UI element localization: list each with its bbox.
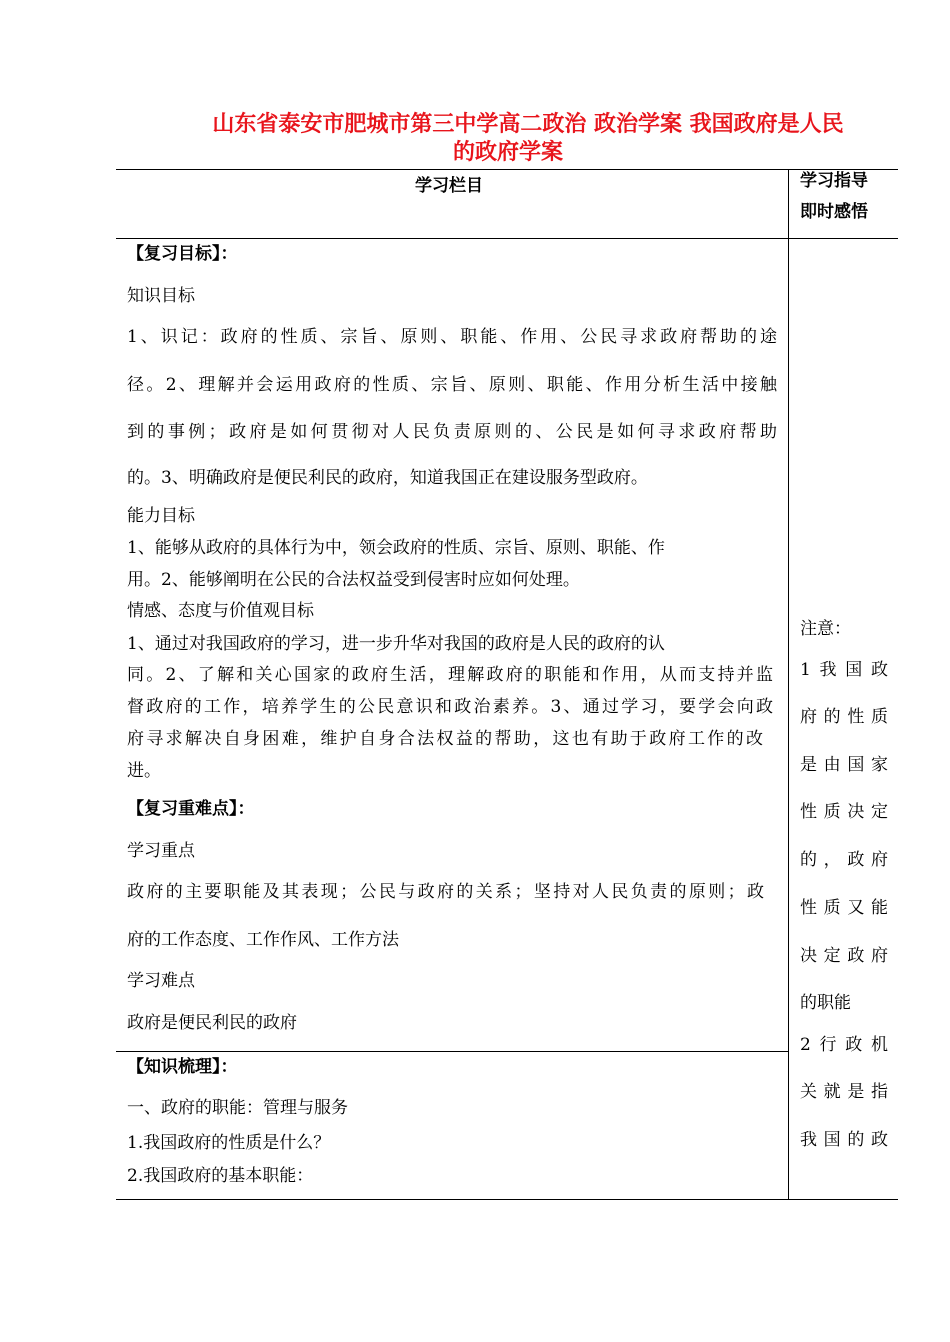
review-goals-heading: 【复习目标】：: [127, 244, 238, 264]
knowledge-line-4: 的。3、明确政府是便民利民的政府，知道我国正在建设服务型政府。: [127, 468, 648, 488]
knowledge-line-1: 1、识记：政府的性质、宗旨、原则、职能、作用、公民寻求政府帮助的途: [127, 327, 777, 347]
focus-line-1: 政府的主要职能及其表现；公民与政府的关系；坚持对人民负责的原则；政: [127, 882, 764, 902]
ability-line-1: 1、能够从政府的具体行为中，领会政府的性质、宗旨、原则、职能、作: [127, 538, 665, 558]
ability-line-2: 用。2、能够阐明在公民的合法权益受到侵害时应如何处理。: [127, 570, 580, 590]
emotion-line-2: 同。2、了解和关心国家的政府生活，理解政府的职能和作用，从而支持并监: [127, 665, 773, 685]
side-note-line: 是由国家: [800, 755, 888, 775]
side-note-label: 注意：: [800, 619, 851, 639]
knowledge-line-3: 到的事例；政府是如何贯彻对人民负责原则的、公民是如何寻求政府帮助: [127, 422, 777, 442]
focus-title: 学习重点: [127, 841, 195, 861]
knowledge-outline-heading: 【知识梳理】：: [127, 1057, 238, 1077]
knowledge-goals-title: 知识目标: [127, 286, 195, 306]
document-title: [116, 110, 900, 168]
header-side-line-2: 即时感悟: [800, 202, 868, 222]
outline-question-1: 1.我国政府的性质是什么？: [127, 1133, 331, 1153]
emotion-line-4: 府寻求解决自身困难，维护自身合法权益的帮助，这也有助于政府工作的改: [127, 729, 763, 749]
table-bottom-border: [116, 1199, 898, 1200]
title-line-1: 山东省泰安市肥城市第三中学高二政治 政治学案 我国政府是人民: [212, 112, 844, 137]
table-top-border: [116, 169, 898, 170]
emotion-line-5: 进。: [127, 761, 161, 781]
title-line-2: 的政府学案: [452, 140, 563, 165]
side-note-line: 的职能: [800, 993, 851, 1013]
difficulty-title: 学习难点: [127, 971, 195, 991]
side-note-line: 2行政机: [800, 1035, 888, 1055]
outline-question-2: 2.我国政府的基本职能：: [127, 1166, 314, 1186]
focus-line-2: 府的工作态度、工作作风、工作方法: [127, 930, 399, 950]
side-note-line: 关就是指: [800, 1082, 888, 1102]
side-note-line: 1我国政: [800, 660, 888, 680]
emotion-line-3: 督政府的工作，培养学生的公民意识和政治素养。3、通过学习，要学会向政: [127, 697, 773, 717]
section-divider: [116, 1051, 789, 1052]
side-note-line: 我国的政: [800, 1130, 888, 1150]
side-note-line: 决定政府: [800, 946, 888, 966]
side-note-line: 的，政府: [800, 850, 888, 870]
emotion-goals-title: 情感、态度与价值观目标: [127, 601, 314, 621]
header-side-line-1: 学习指导: [800, 171, 868, 191]
emotion-line-1: 1、通过对我国政府的学习，进一步升华对我国的政府是人民的政府的认: [127, 634, 665, 654]
header-row-divider: [116, 238, 898, 239]
column-divider: [788, 169, 789, 1200]
side-note-line: 府的性质: [800, 707, 888, 727]
side-note-line: 性质决定: [800, 802, 888, 822]
outline-section-1: 一、政府的职能：管理与服务: [127, 1098, 348, 1118]
ability-goals-title: 能力目标: [127, 506, 195, 526]
header-main-column: 学习栏目: [415, 176, 483, 196]
difficulty-text: 政府是便民利民的政府: [127, 1013, 297, 1033]
key-points-heading: 【复习重难点】：: [127, 799, 255, 819]
knowledge-line-2: 径。2、理解并会运用政府的性质、宗旨、原则、职能、作用分析生活中接触: [127, 375, 777, 395]
side-note-line: 性质又能: [800, 898, 888, 918]
